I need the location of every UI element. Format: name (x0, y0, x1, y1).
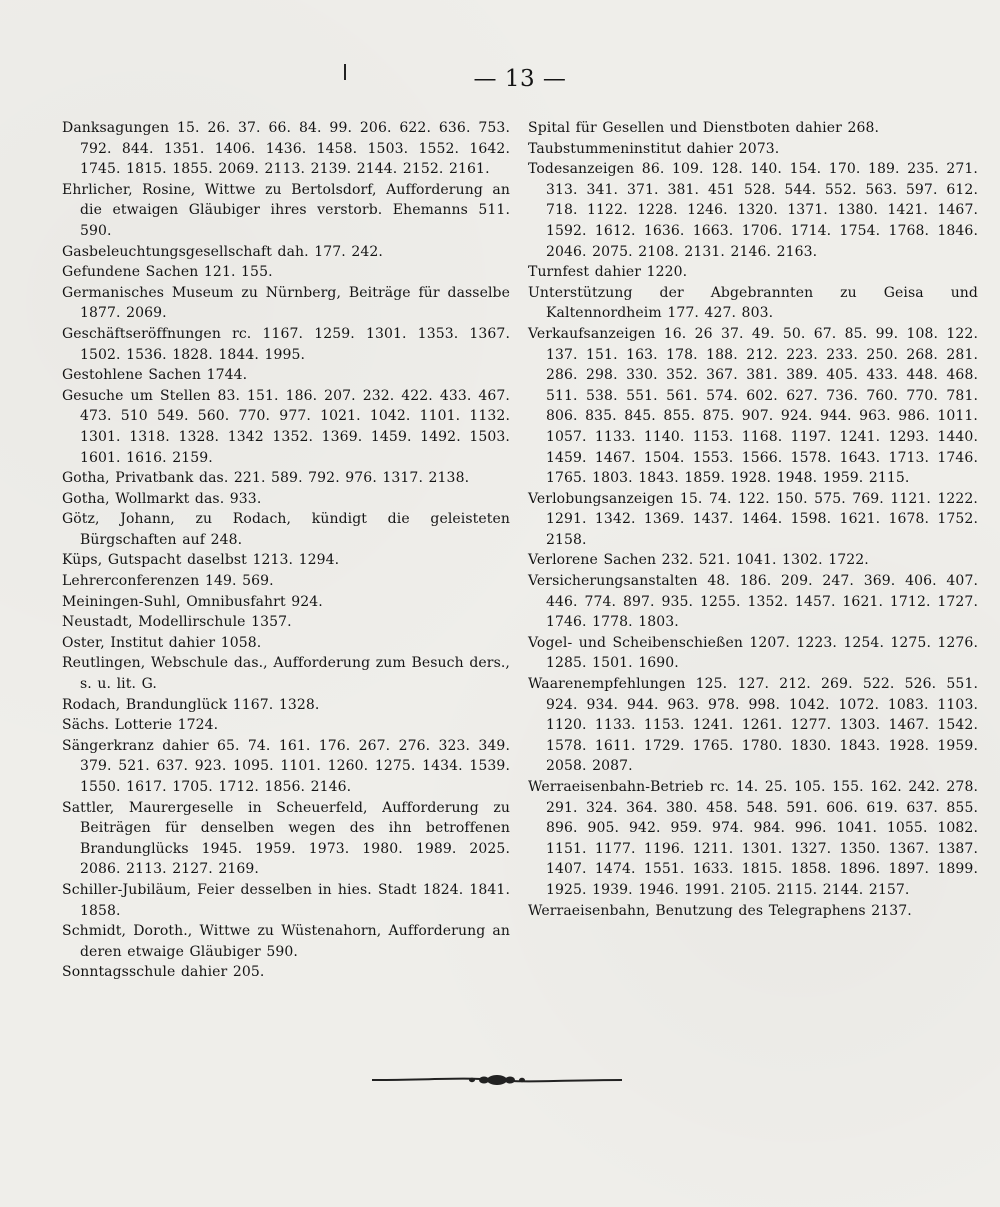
left-index-entry: Gefundene Sachen 121. 155. (62, 264, 273, 281)
left-index-entry: Sächs. Lotterie 1724. (62, 717, 219, 734)
left-index-entry: Neustadt, Modellirschule 1357. (62, 614, 292, 631)
right-index-entry: Verkaufsanzeigen 16. 26 37. 49. 50. 67. 85. 99. 108. 122. 137. 151. 163. 178. 188. 212. 223. 233. 250. 268. 281. 286. 298. 330. 352. 367. 381. 389. 405. 433. 448. 468. 511. 538. 551. 561. 574. 602. 627. 736. 760. 770. 781. 806. 835. 845. 855. 875. 907. 924. 944. 963. 986. 1011. 1057. 1133. 1140. 1153. 1168. 1197. 1241. 1293. 1440. 1459. 1467. 1504. 1553. 1566. 1578. 1643. 1713. 1746. 1765. 1803. 1843. 1859. 1928. 1948. 1959. 2115. (528, 325, 978, 487)
page-number: — 13 — (473, 66, 567, 92)
left-index-entry: Gotha, Privatbank das. 221. 589. 792. 976. 1317. 2138. (62, 470, 470, 487)
right-index-entry: Verlobungsanzeigen 15. 74. 122. 150. 575. 769. 1121. 1222. 1291. 1342. 1369. 1437. 1464. 1598. 1621. 1678. 1752. 2158. (528, 490, 978, 548)
left-index-entry: Ehrlicher, Rosine, Wittwe zu Bertolsdorf, Aufforderung an die etwaigen Gläubiger ihres verstorb. Ehemanns 511. 590. (62, 181, 510, 239)
left-index-entry: Schmidt, Doroth., Wittwe zu Wüstenahorn, Aufforderung an deren etwaige Gläubiger 590. (62, 923, 510, 960)
right-index-entry: Werraeisenbahn, Benutzung des Telegraphens 2137. (528, 902, 912, 919)
left-index-entry: Lehrerconferenzen 149. 569. (62, 573, 274, 590)
left-index-entry: Danksagungen 15. 26. 37. 66. 84. 99. 206. 622. 636. 753. 792. 844. 1351. 1406. 1436. 1458. 1503. 1552. 1642. 1745. 1815. 1855. 2069. 2113. 2139. 2144. 2152. 2161. (62, 120, 510, 178)
right-index-entry: Turnfest dahier 1220. (528, 264, 688, 281)
left-index-entry: Küps, Gutspacht daselbst 1213. 1294. (62, 552, 340, 569)
left-index-entry: Gesuche um Stellen 83. 151. 186. 207. 232. 422. 433. 467. 473. 510 549. 560. 770. 977. 1021. 1042. 1101. 1132. 1301. 1318. 1328. 1342 1352. 1369. 1459. 1492. 1503. 1601. 1616. 2159. (62, 387, 510, 466)
right-index-entry: Taubstummeninstitut dahier 2073. (528, 140, 780, 157)
right-index-entry: Verlorene Sachen 232. 521. 1041. 1302. 1722. (528, 552, 869, 569)
left-index-entry: Sonntagsschule dahier 205. (62, 964, 265, 981)
left-index-entry: Sattler, Maurergeselle in Scheuerfeld, Aufforderung zu Beiträgen für denselben wegen des ihn betroffenen Brandunglücks 1945. 1959. 1973. 1980. 1989. 2025. 2086. 2113. 2127. 2169. (62, 799, 510, 878)
right-index-entry: Waarenempfehlungen 125. 127. 212. 269. 522. 526. 551. 924. 934. 944. 963. 978. 998. 1042. 1072. 1083. 1103. 1120. 1133. 1153. 1241. 1261. 1277. 1303. 1467. 1542. 1578. 1611. 1729. 1765. 1780. 1830. 1843. 1928. 1959. 2058. 2087. (528, 676, 978, 775)
right-index-entry: Unterstützung der Abgebrannten zu Geisa und Kaltennordheim 177. 427. 803. (528, 284, 978, 322)
left-index-entry: Reutlingen, Webschule das., Aufforderung zum Besuch ders., s. u. lit. G. (62, 655, 510, 693)
left-index-entry: Oster, Institut dahier 1058. (62, 634, 262, 651)
right-index-entry: Todesanzeigen 86. 109. 128. 140. 154. 170. 189. 235. 271. 313. 341. 371. 381. 451 528. 544. 552. 563. 597. 612. 718. 1122. 1228. 1246. 1320. 1371. 1380. 1421. 1467. 1592. 1612. 1636. 1663. 1706. 1714. 1754. 1768. 1846. 2046. 2075. 2108. 2131. 2146. 2163. (528, 161, 978, 260)
left-index-column (62, 118, 510, 983)
left-index-entry: Geschäftseröffnungen rc. 1167. 1259. 1301. 1353. 1367. 1502. 1536. 1828. 1844. 1995. (62, 325, 510, 363)
right-index-entry: Versicherungsanstalten 48. 186. 209. 247. 369. 406. 407. 446. 774. 897. 935. 1255. 1352. 1457. 1621. 1712. 1727. 1746. 1778. 1803. (528, 573, 978, 631)
ornamental-divider-icon (372, 1072, 622, 1088)
right-index-entry: Spital für Gesellen und Dienstboten dahier 268. (528, 120, 880, 136)
right-index-entry: Vogel- und Scheibenschießen 1207. 1223. 1254. 1275. 1276. 1285. 1501. 1690. (528, 634, 978, 672)
right-index-column (528, 118, 978, 921)
top-mark (344, 64, 346, 80)
left-index-entry: Schiller-Jubiläum, Feier desselben in hies. Stadt 1824. 1841. 1858. (62, 881, 510, 919)
left-index-entry: Germanisches Museum zu Nürnberg, Beiträge für dasselbe 1877. 2069. (62, 284, 510, 322)
left-index-entry: Meiningen-Suhl, Omnibusfahrt 924. (62, 593, 323, 610)
left-index-entry: Götz, Johann, zu Rodach, kündigt die geleisteten Bürgschaften auf 248. (62, 511, 510, 548)
left-index-entry: Rodach, Brandunglück 1167. 1328. (62, 696, 320, 713)
left-index-entry: Gestohlene Sachen 1744. (62, 367, 248, 384)
left-index-entry: Sängerkranz dahier 65. 74. 161. 176. 267. 276. 323. 349. 379. 521. 637. 923. 1095. 1101. 1260. 1275. 1434. 1539. 1550. 1617. 1705. 1712. 1856. 2146. (62, 737, 510, 795)
right-index-entry: Werraeisenbahn-Betrieb rc. 14. 25. 105. 155. 162. 242. 278. 291. 324. 364. 380. 458. 548. 591. 606. 619. 637. 855. 896. 905. 942. 959. 974. 984. 996. 1041. 1055. 1082. 1151. 1177. 1196. 1211. 1301. 1327. 1350. 1367. 1387. 1407. 1474. 1551. 1633. 1815. 1858. 1896. 1897. 1899. 1925. 1939. 1946. 1991. 2105. 2115. 2144. 2157. (528, 779, 978, 898)
left-index-entry: Gotha, Wollmarkt das. 933. (62, 490, 262, 507)
left-index-entry: Gasbeleuchtungsgesellschaft dah. 177. 242. (62, 243, 383, 260)
